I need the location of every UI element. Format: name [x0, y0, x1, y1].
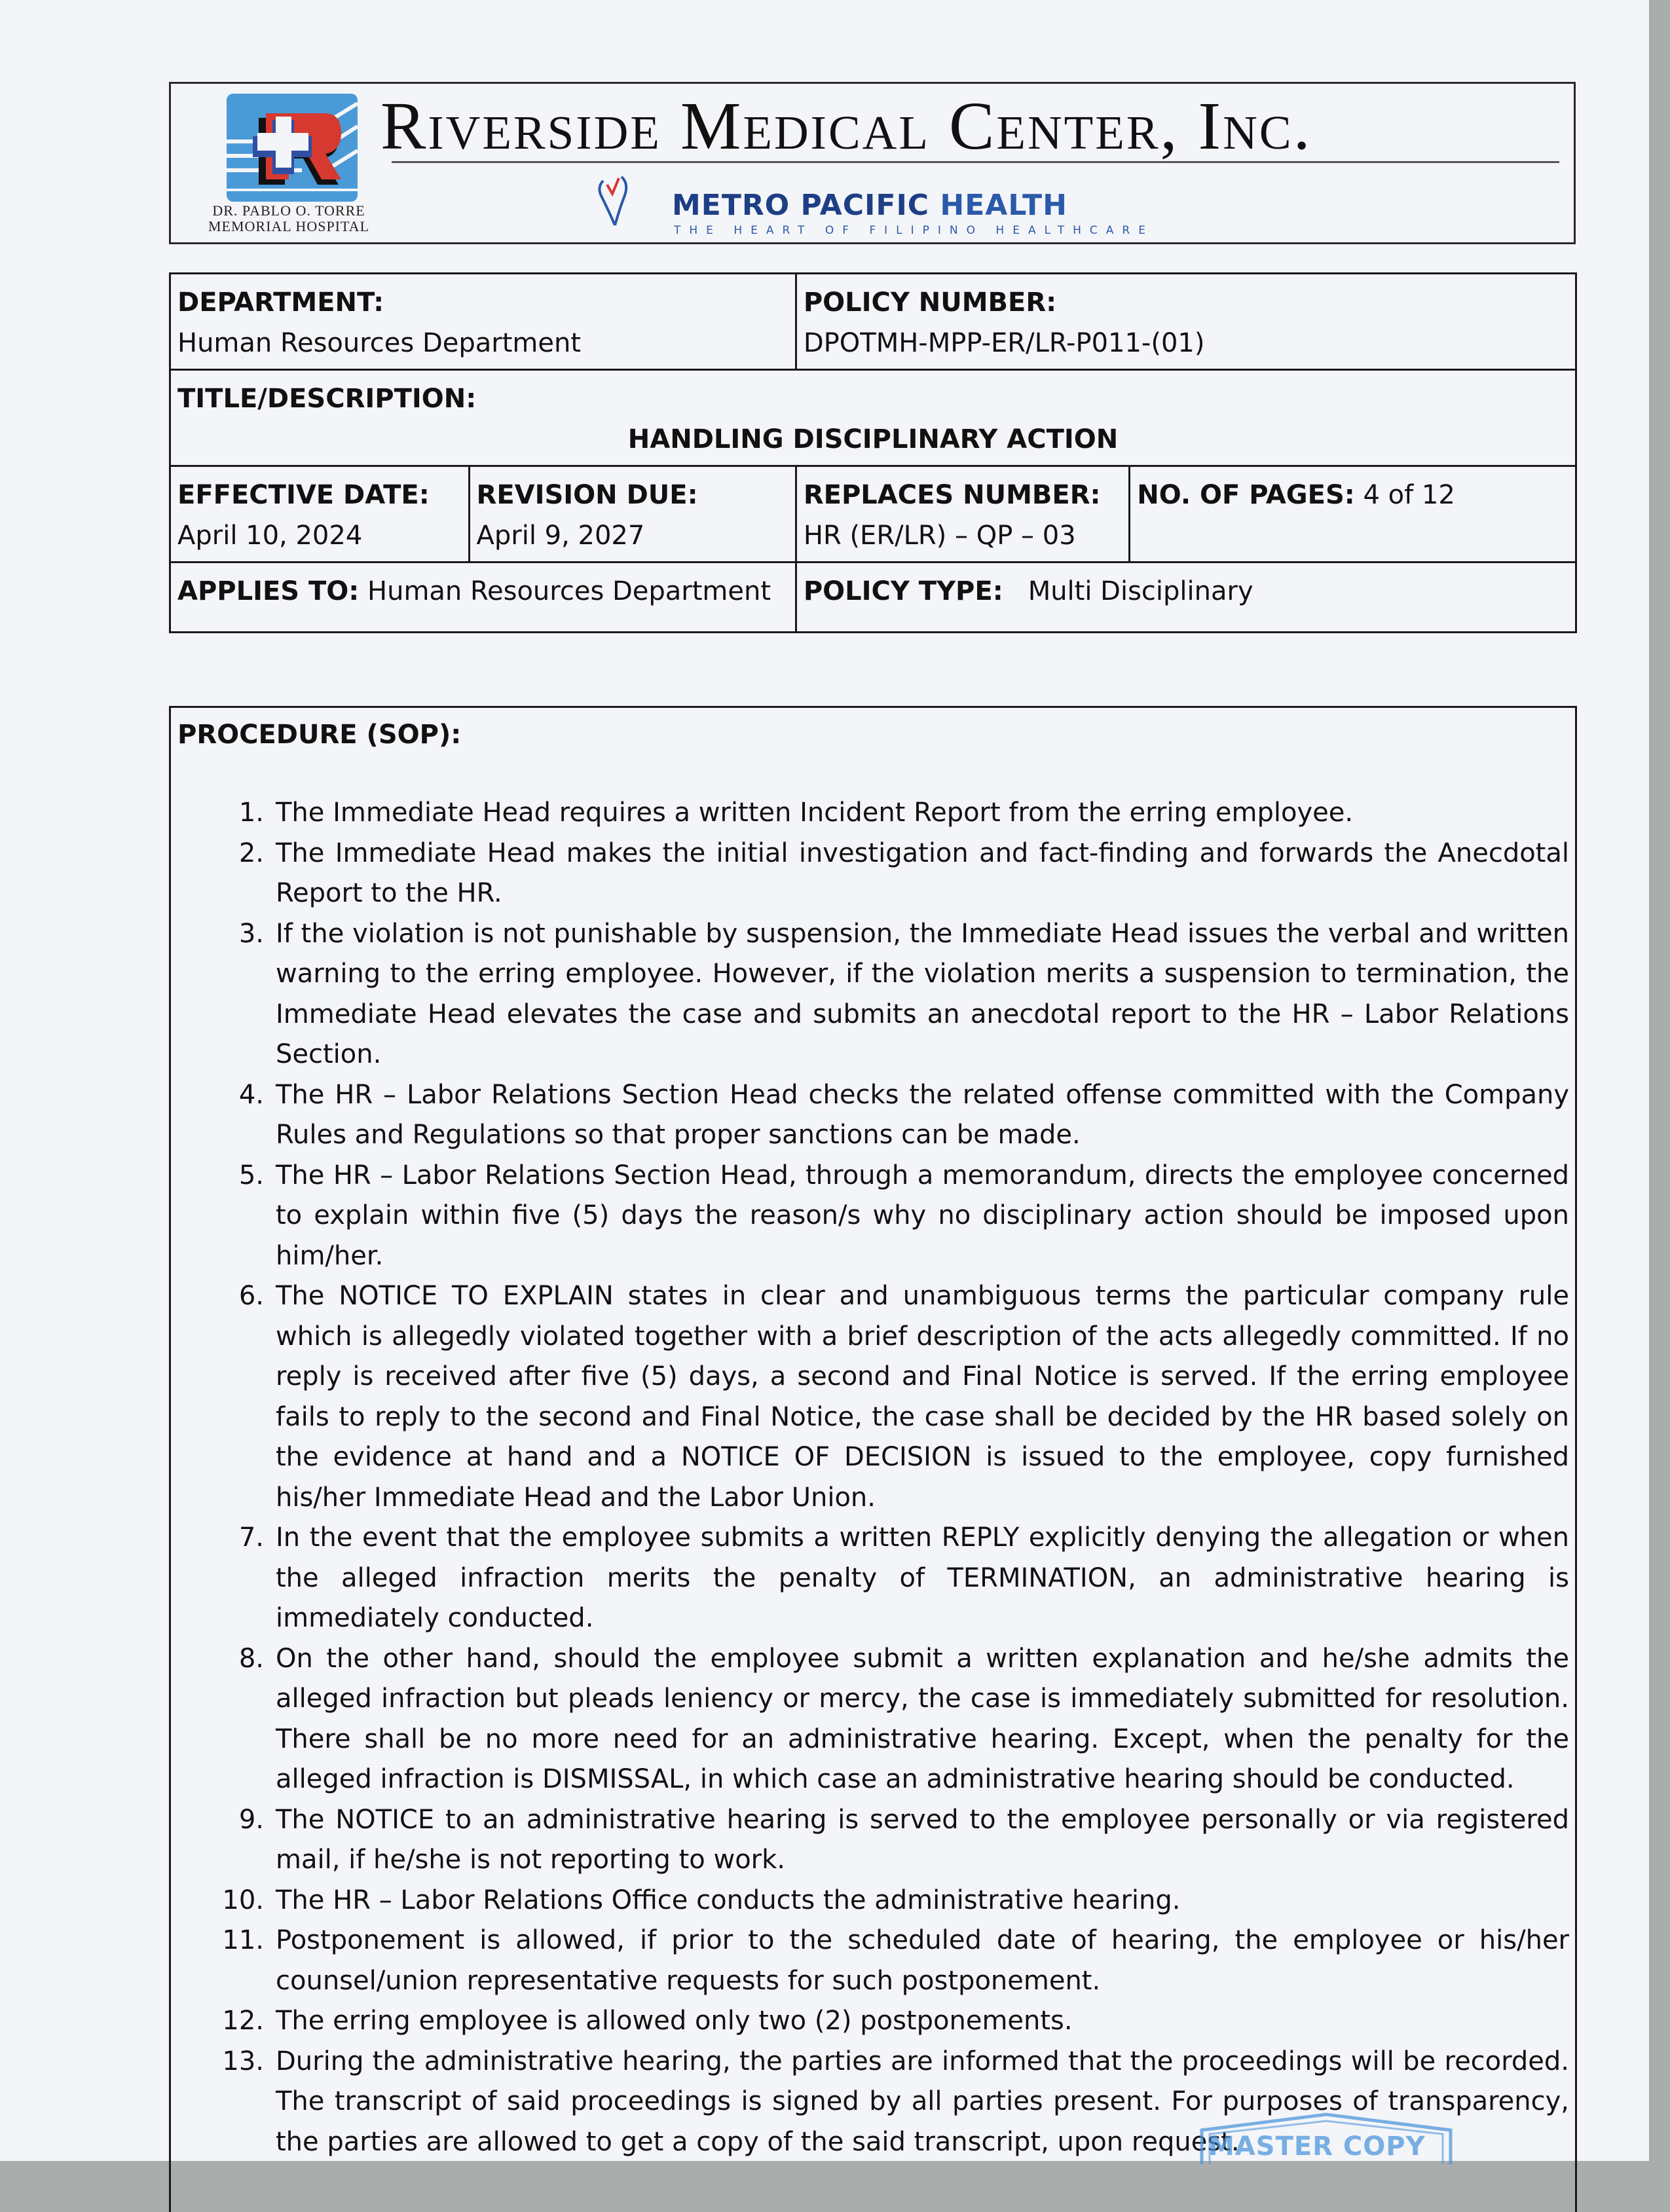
procedure-section	[169, 706, 1577, 2212]
replaces-number-label: REPLACES NUMBER:	[803, 480, 1101, 510]
partner-tagline: THE HEART OF FILIPINO HEALTHCARE	[674, 224, 1154, 237]
pages-label: NO. OF PAGES:	[1137, 480, 1355, 510]
step-number: 13.	[222, 2046, 264, 2076]
title-value: HANDLING DISCIPLINARY ACTION	[627, 424, 1119, 454]
master-copy-stamp	[1195, 2112, 1457, 2164]
effective-date-cell	[170, 466, 470, 562]
replaces-number-cell	[796, 466, 1129, 562]
title-label: TITLE/DESCRIPTION:	[177, 384, 477, 414]
applies-to-label: APPLIES TO:	[177, 576, 360, 606]
policy-info-table	[169, 272, 1577, 633]
applies-to-cell	[170, 562, 796, 633]
step-number: 11.	[222, 1925, 264, 1955]
logo-caption	[197, 203, 380, 234]
partner-name-main: METRO PACIFIC	[672, 189, 940, 222]
pages-value: 4 of 12	[1354, 480, 1455, 510]
step-text: The Immediate Head requires a written Incident Report from the erring employee.	[276, 798, 1354, 828]
step-number: 4.	[238, 1079, 264, 1110]
replaces-number-value: HR (ER/LR) – QP – 03	[803, 521, 1076, 551]
hospital-logo-icon	[223, 90, 361, 215]
step-text: In the event that the employee submits a written REPLY explicitly denying the allegation or when the alleged infraction merits the penalty of TERMINATION, an administrative hearing is immediately conducted.	[276, 1522, 1569, 1633]
step-text: Postponement is allowed, if prior to the scheduled date of hearing, the employee or his/her counsel/union representative requests for such postponement.	[276, 1925, 1569, 1996]
revision-due-value: April 9, 2027	[476, 521, 645, 551]
heart-logo-icon	[597, 174, 629, 227]
step-text: If the violation is not punishable by suspension, the Immediate Head issues the verbal and written warning to the erring employee. However, if the violation merits a suspension to termination, the Immediate Head elevates the case and submits an anecdotal report to the HR – Labor Relations Section.	[276, 918, 1569, 1069]
department-label: DEPARTMENT:	[177, 287, 384, 318]
procedure-step	[171, 2001, 1576, 2042]
step-text: The HR – Labor Relations Office conducts the administrative hearing.	[276, 1885, 1181, 1915]
partner-name	[672, 189, 1067, 222]
procedure-step	[171, 1276, 1576, 1518]
procedure-step	[171, 1921, 1576, 2001]
step-text: The Immediate Head makes the initial investigation and fact-finding and forwards the Anecdotal Report to the HR.	[276, 838, 1569, 908]
policy-type-value: Multi Disciplinary	[1028, 576, 1253, 606]
step-number: 5.	[238, 1160, 264, 1190]
procedure-step	[171, 1639, 1576, 1800]
effective-date-value: April 10, 2024	[177, 521, 363, 551]
policy-number-value: DPOTMH-MPP-ER/LR-P011-(01)	[803, 328, 1205, 358]
step-number: 2.	[238, 838, 264, 868]
step-text: The NOTICE TO EXPLAIN states in clear and unambiguous terms the particular company rule which is allegedly violated together with a brief description of the acts allegedly committed. If no reply is received after five (5) days, a second and Final Notice is served. If the erring employee fails to reply to the second and Final Notice, the case shall be decided by the HR based solely on the evidence at hand and a NOTICE OF DECISION is issued to the employee, copy furnished his/her Immediate Head and the Labor Union.	[276, 1281, 1569, 1513]
logo-caption-line2: MEMORIAL HOSPITAL	[208, 218, 370, 234]
info-row-dates	[170, 466, 1576, 562]
procedure-title: PROCEDURE (SOP):	[177, 720, 462, 750]
logo-caption-line1: DR. PABLO O. TORRE	[212, 202, 365, 219]
organization-name: Riverside Medical Center, Inc.	[380, 88, 1312, 164]
step-text: On the other hand, should the employee submit a written explanation and he/she admits the alleged infraction but pleads leniency or mercy, the case is immediately submitted for resolution. There shall be no more need for an administrative hearing. Except, when the penalty for the alleged infraction is DISMISSAL, in which case an administrative hearing should be conducted.	[276, 1643, 1569, 1794]
procedure-step	[171, 1800, 1576, 1881]
step-number: 6.	[238, 1281, 264, 1311]
step-number: 8.	[238, 1643, 264, 1674]
info-row-department	[170, 274, 1576, 370]
step-number: 12.	[222, 2006, 264, 2036]
procedure-steps	[171, 793, 1576, 2162]
revision-due-cell	[469, 466, 796, 562]
procedure-step	[171, 834, 1576, 914]
step-number: 10.	[222, 1885, 264, 1915]
revision-due-label: REVISION DUE:	[476, 480, 698, 510]
step-number: 7.	[238, 1522, 264, 1553]
procedure-step	[171, 793, 1576, 834]
effective-date-label: EFFECTIVE DATE:	[177, 480, 430, 510]
policy-number-label: POLICY NUMBER:	[803, 287, 1057, 318]
step-text: During the administrative hearing, the parties are informed that the proceedings will be recorded. The transcript of said proceedings is signed by all parties present. For purposes of transparency, the parties are allowed to get a copy of the said transcript, upon request.	[276, 2046, 1569, 2157]
department-cell	[170, 274, 796, 370]
policy-type-label: POLICY TYPE:	[803, 576, 1003, 606]
header-divider	[392, 161, 1559, 163]
procedure-step	[171, 1156, 1576, 1277]
step-text: The HR – Labor Relations Section Head checks the related offense committed with the Company Rules and Regulations so that proper sanctions can be made.	[276, 1079, 1569, 1150]
info-row-applies	[170, 562, 1576, 633]
policy-number-cell	[796, 274, 1576, 370]
letterhead	[169, 82, 1576, 244]
procedure-step	[171, 914, 1576, 1075]
procedure-step	[171, 1881, 1576, 1921]
step-number: 9.	[238, 1804, 264, 1835]
partner-name-highlight: HEALTH	[940, 189, 1067, 222]
step-number: 1.	[238, 798, 264, 828]
stamp-text: MASTER COPY	[1208, 2131, 1426, 2162]
step-text: The NOTICE to an administrative hearing is served to the employee personally or via registered mail, if he/she is not reporting to work.	[276, 1804, 1569, 1875]
step-text: The HR – Labor Relations Section Head, through a memorandum, directs the employee concerned to explain within five (5) days the reason/s why no disciplinary action should be imposed upon him/her.	[276, 1160, 1569, 1271]
title-cell	[170, 370, 1576, 466]
applies-to-value: Human Resources Department	[359, 576, 771, 606]
procedure-step	[171, 1075, 1576, 1156]
pages-cell	[1130, 466, 1576, 562]
policy-type-cell	[796, 562, 1576, 633]
step-number: 3.	[238, 918, 264, 949]
department-value: Human Resources Department	[177, 328, 582, 358]
step-text: The erring employee is allowed only two (2) postponements.	[276, 2006, 1073, 2036]
info-row-title	[170, 370, 1576, 466]
partner-logo	[597, 174, 1186, 240]
procedure-step	[171, 1518, 1576, 1639]
